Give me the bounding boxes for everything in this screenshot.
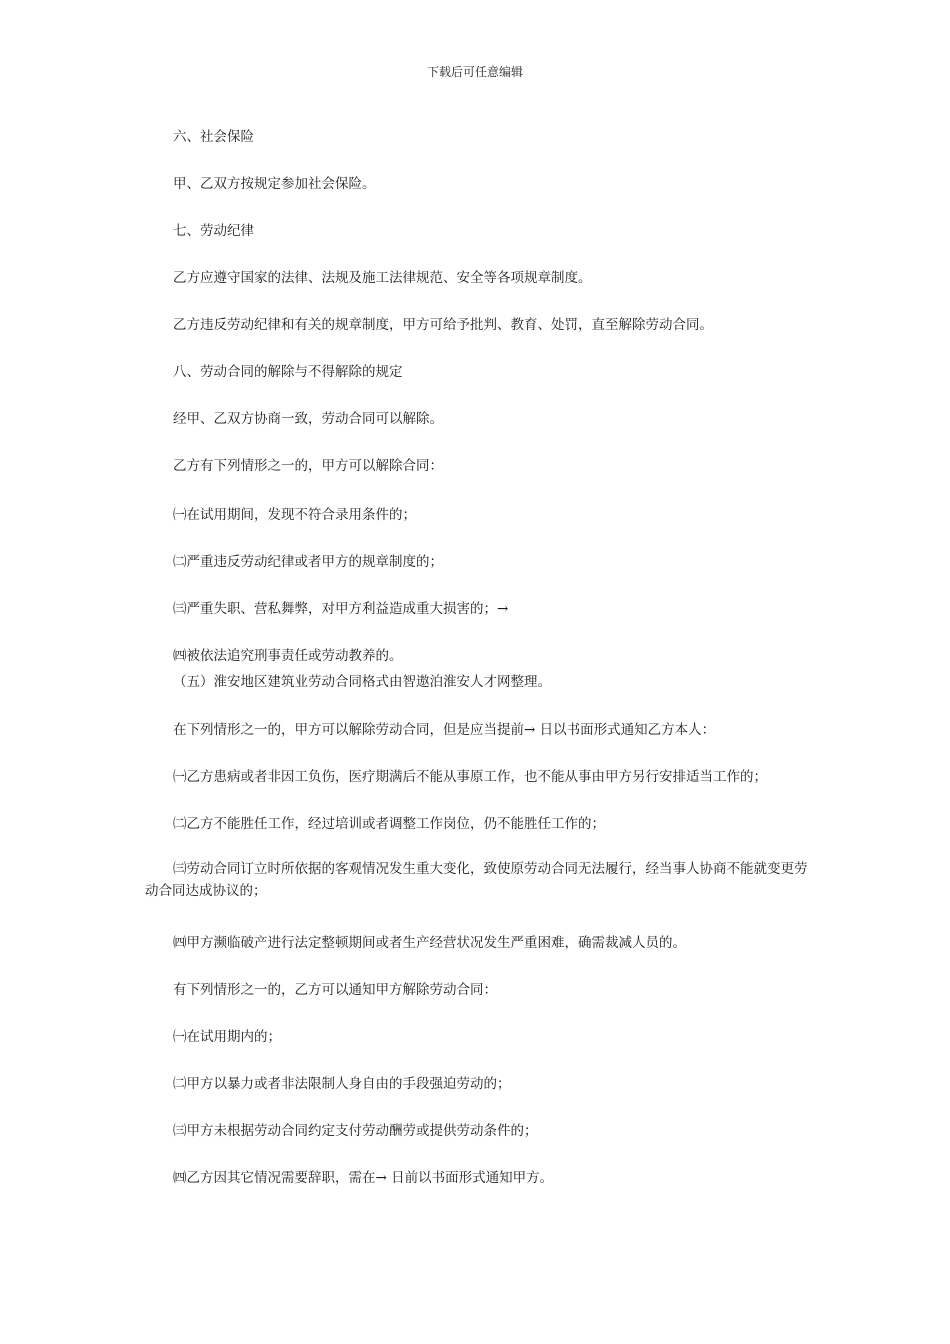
list-item: ㈡乙方不能胜任工作，经过培训或者调整工作岗位，仍不能胜任工作的；	[173, 816, 605, 832]
section-heading-termination: 八、劳动合同的解除与不得解除的规定	[173, 364, 403, 380]
list-item: ㈠在试用期内的；	[173, 1029, 281, 1045]
paragraph: 乙方应遵守国家的法律、法规及施工法律规范、安全等各项规章制度。	[173, 270, 592, 286]
paragraph: 在下列情形之一的，甲方可以解除劳动合同，但是应当提前→ 日以书面形式通知乙方本人：	[173, 722, 716, 738]
list-item: ㈢严重失职、营私舞弊，对甲方利益造成重大损害的；→	[173, 601, 509, 617]
paragraph: 乙方有下列情形之一的，甲方可以解除合同：	[173, 458, 443, 474]
list-item: ㈢甲方未根据劳动合同约定支付劳动酬劳或提供劳动条件的；	[173, 1123, 538, 1139]
page-header: 下载后可任意编辑	[426, 65, 523, 79]
list-item: ㈣乙方因其它情况需要辞职，需在→ 日前以书面形式通知甲方。	[173, 1170, 554, 1186]
list-item: ㈡甲方以暴力或者非法限制人身自由的手段强迫劳动的；	[173, 1076, 511, 1092]
paragraph: 甲、乙双方按规定参加社会保险。	[173, 176, 376, 192]
list-item: ㈣甲方濒临破产进行法定整顿期间或者生产经营状况发生严重困难，确需裁减人员的。	[173, 935, 686, 951]
section-heading-social-insurance: 六、社会保险	[173, 129, 254, 145]
list-item: ㈡严重违反劳动纪律或者甲方的规章制度的；	[173, 554, 443, 570]
list-item: （五）淮安地区建筑业劳动合同格式由智遨泊淮安人才网整理。	[173, 674, 551, 690]
list-item: ㈠在试用期间，发现不符合录用条件的；	[173, 507, 416, 523]
paragraph: 有下列情形之一的，乙方可以通知甲方解除劳动合同：	[173, 982, 497, 998]
paragraph: 乙方违反劳动纪律和有关的规章制度，甲方可给予批判、教育、处罚，直至解除劳动合同。	[173, 317, 713, 333]
list-item: ㈢劳动合同订立时所依据的客观情况发生重大变化，致使原劳动合同无法履行，经当事人协商不能就变更劳动合同达成协议的；	[145, 861, 808, 899]
list-item: ㈣被依法追究刑事责任或劳动教养的。	[173, 648, 403, 664]
paragraph: 经甲、乙双方协商一致，劳动合同可以解除。	[173, 411, 443, 427]
list-item: ㈠乙方患病或者非因工负伤，医疗期满后不能从事原工作，也不能从事由甲方另行安排适当工作的；	[173, 769, 767, 785]
section-heading-labor-discipline: 七、劳动纪律	[173, 223, 254, 239]
